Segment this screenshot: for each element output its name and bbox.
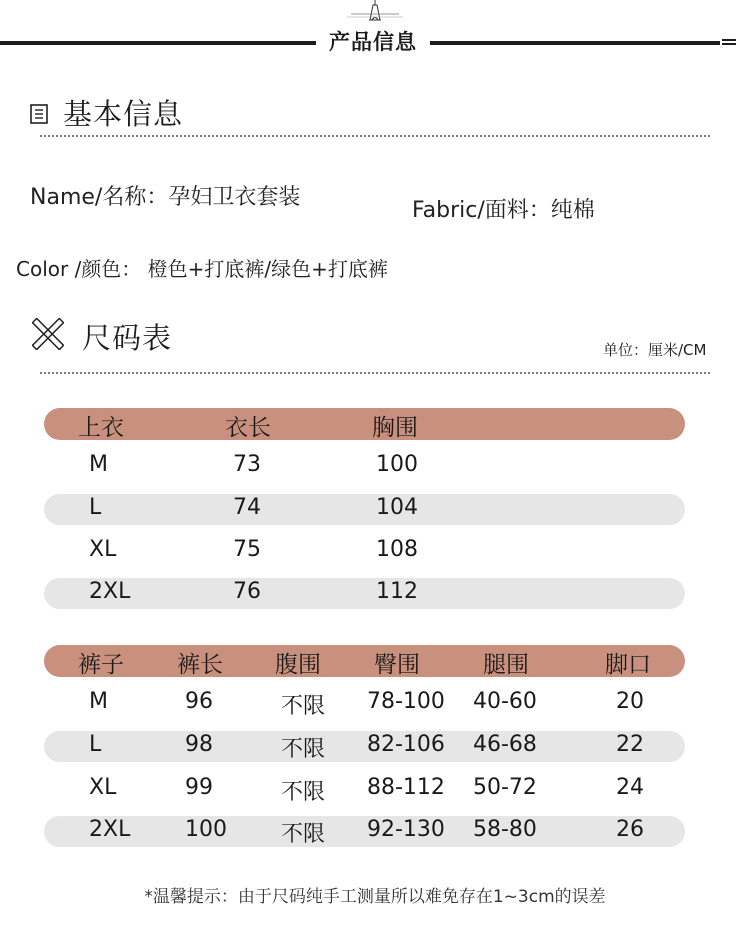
header-cell: 脚口 [605, 652, 651, 678]
product-name: Name/名称：孕妇卫衣套装 [30, 185, 301, 210]
basic-info-title: 基本信息 [63, 97, 184, 131]
table-cell: 50-72 [473, 775, 537, 800]
header-cell: 衣长 [225, 415, 271, 441]
table-cell: 112 [376, 579, 418, 604]
table-cell: 96 [185, 689, 213, 714]
table-cell: 22 [616, 732, 644, 757]
header-cell: 胸围 [372, 415, 418, 441]
table-cell: 100 [376, 452, 418, 477]
table-cell: M [89, 689, 108, 714]
page-title: 产品信息 [329, 30, 417, 54]
list-doc-icon [30, 104, 48, 124]
header-line-right [430, 41, 720, 45]
dotted-divider [40, 135, 710, 137]
table-cell: 26 [616, 817, 644, 842]
table-cell: 82-106 [367, 732, 445, 757]
measurement-note: *温馨提示：由于尺码纯手工测量所以难免存在1~3cm的误差 [144, 887, 606, 907]
table-cell: 108 [376, 537, 418, 562]
table-cell: 75 [233, 537, 261, 562]
table-cell: XL [89, 537, 117, 562]
table-row [44, 816, 685, 847]
header-cell: 腹围 [275, 652, 321, 678]
table-cell: 100 [185, 817, 227, 842]
table-row [44, 578, 685, 609]
header-cell: 裤长 [177, 652, 223, 678]
table-cell: 2XL [89, 579, 131, 604]
table-cell: 92-130 [367, 817, 445, 842]
table-row [44, 731, 685, 762]
table-cell: 78-100 [367, 689, 445, 714]
table-cell: 40-60 [473, 689, 537, 714]
table-cell: 98 [185, 732, 213, 757]
header-line-end [722, 39, 736, 47]
table-cell: L [89, 495, 102, 520]
table-header-band [44, 645, 685, 677]
table-header-band [44, 408, 685, 440]
unit-label: 单位：厘米/CM [603, 341, 707, 359]
product-color: Color /颜色： 橙色+打底裤/绿色+打底裤 [16, 257, 388, 281]
table-cell: 不限 [281, 822, 326, 847]
header-cell: 裤子 [78, 652, 124, 678]
header-cell: 上衣 [78, 415, 124, 441]
table-cell: 46-68 [473, 732, 537, 757]
product-fabric: Fabric/面料：纯棉 [412, 198, 595, 223]
table-cell: 20 [616, 689, 644, 714]
table-cell: 24 [616, 775, 644, 800]
table-cell: 2XL [89, 817, 131, 842]
ruler-cross-icon [32, 318, 64, 350]
table-cell: 73 [233, 452, 261, 477]
table-cell: 104 [376, 495, 418, 520]
table-row [44, 494, 685, 525]
table-cell: 不限 [281, 737, 326, 762]
table-cell: XL [89, 775, 117, 800]
table-cell: 88-112 [367, 775, 445, 800]
header-line-left [0, 41, 316, 45]
table-cell: M [89, 452, 108, 477]
size-chart-title: 尺码表 [82, 321, 173, 355]
table-cell: 76 [233, 579, 261, 604]
table-cell: 58-80 [473, 817, 537, 842]
header-cell: 臀围 [374, 652, 420, 678]
eiffel-tower-icon [345, 0, 405, 24]
dotted-divider [40, 372, 710, 374]
table-cell: L [89, 732, 102, 757]
table-cell: 99 [185, 775, 213, 800]
header-cell: 腿围 [483, 652, 529, 678]
table-cell: 74 [233, 495, 261, 520]
table-cell: 不限 [281, 694, 326, 719]
table-cell: 不限 [281, 780, 326, 805]
